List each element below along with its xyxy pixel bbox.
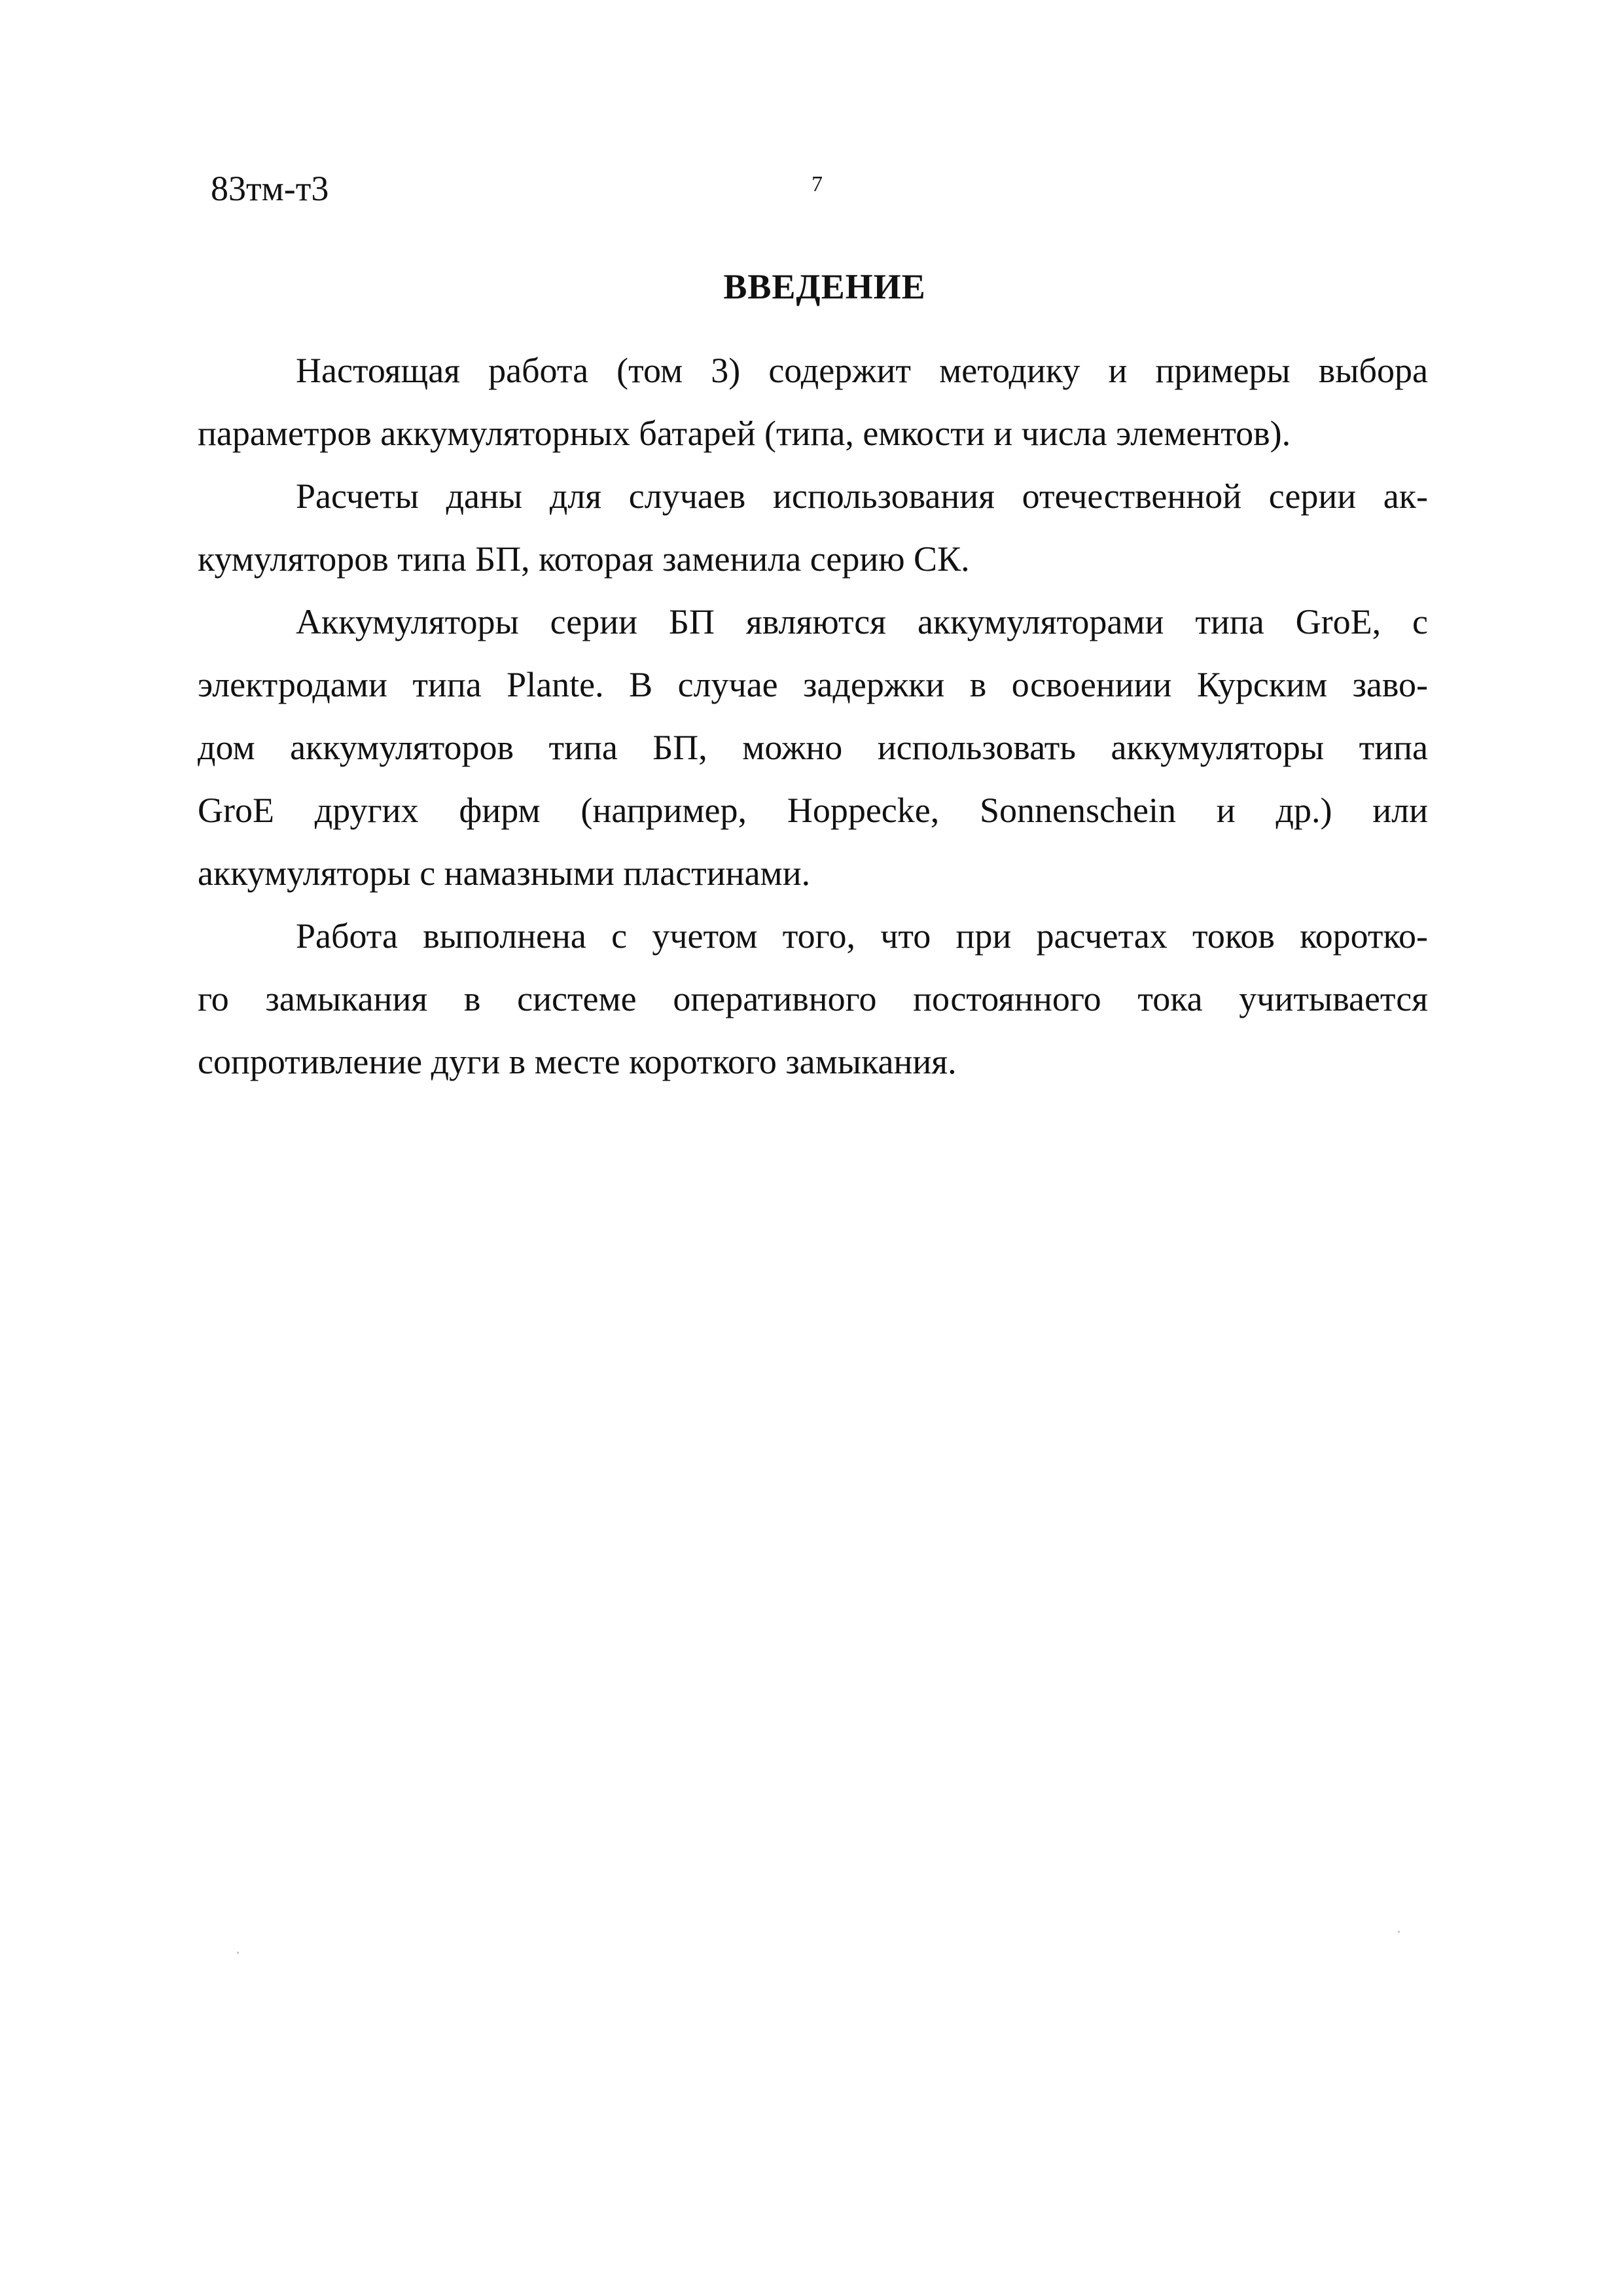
paragraph-line: GroE других фирм (например, Hoppecke, Sonnenschein и др.) или [198,791,1428,830]
paragraph-4 [198,905,1428,1093]
paragraph-1 [198,339,1428,465]
paragraph-line: дом аккумуляторов типа БП, можно использовать аккумуляторы типа [198,728,1428,767]
paragraph-line: Настоящая работа (том 3) содержит методику и примеры выбора [296,351,1428,390]
scan-speck [237,1952,239,1954]
paragraph-line: Расчеты даны для случаев использования отечественной серии ак- [296,476,1428,516]
scan-speck [1398,1931,1400,1933]
section-heading: ВВЕДЕНИЕ [723,267,926,306]
document-code: 83тм-т3 [211,169,329,208]
page-number: 7 [812,172,823,196]
paragraph-line: Работа выполнена с учетом того, что при расчетах токов коротко- [296,916,1428,956]
paragraph-line: го замыкания в системе оперативного постоянного тока учитывается [198,979,1428,1018]
paragraph-line: аккумуляторы с намазными пластинами. [198,853,811,893]
paragraph-3 [198,590,1428,905]
paragraph-line: электродами типа Plante. В случае задержки в освоениии Курским заво- [198,665,1428,704]
paragraph-line: параметров аккумуляторных батарей (типа, емкости и числа элементов). [198,414,1291,453]
paragraph-line: сопротивление дуги в месте короткого замыкания. [198,1042,957,1081]
body-text [198,339,1428,1093]
paragraph-line: кумуляторов типа БП, которая заменила серию СК. [198,539,970,579]
paragraph-2 [198,465,1428,590]
paragraph-line: Аккумуляторы серии БП являются аккумуляторами типа GroE, с [296,602,1428,641]
